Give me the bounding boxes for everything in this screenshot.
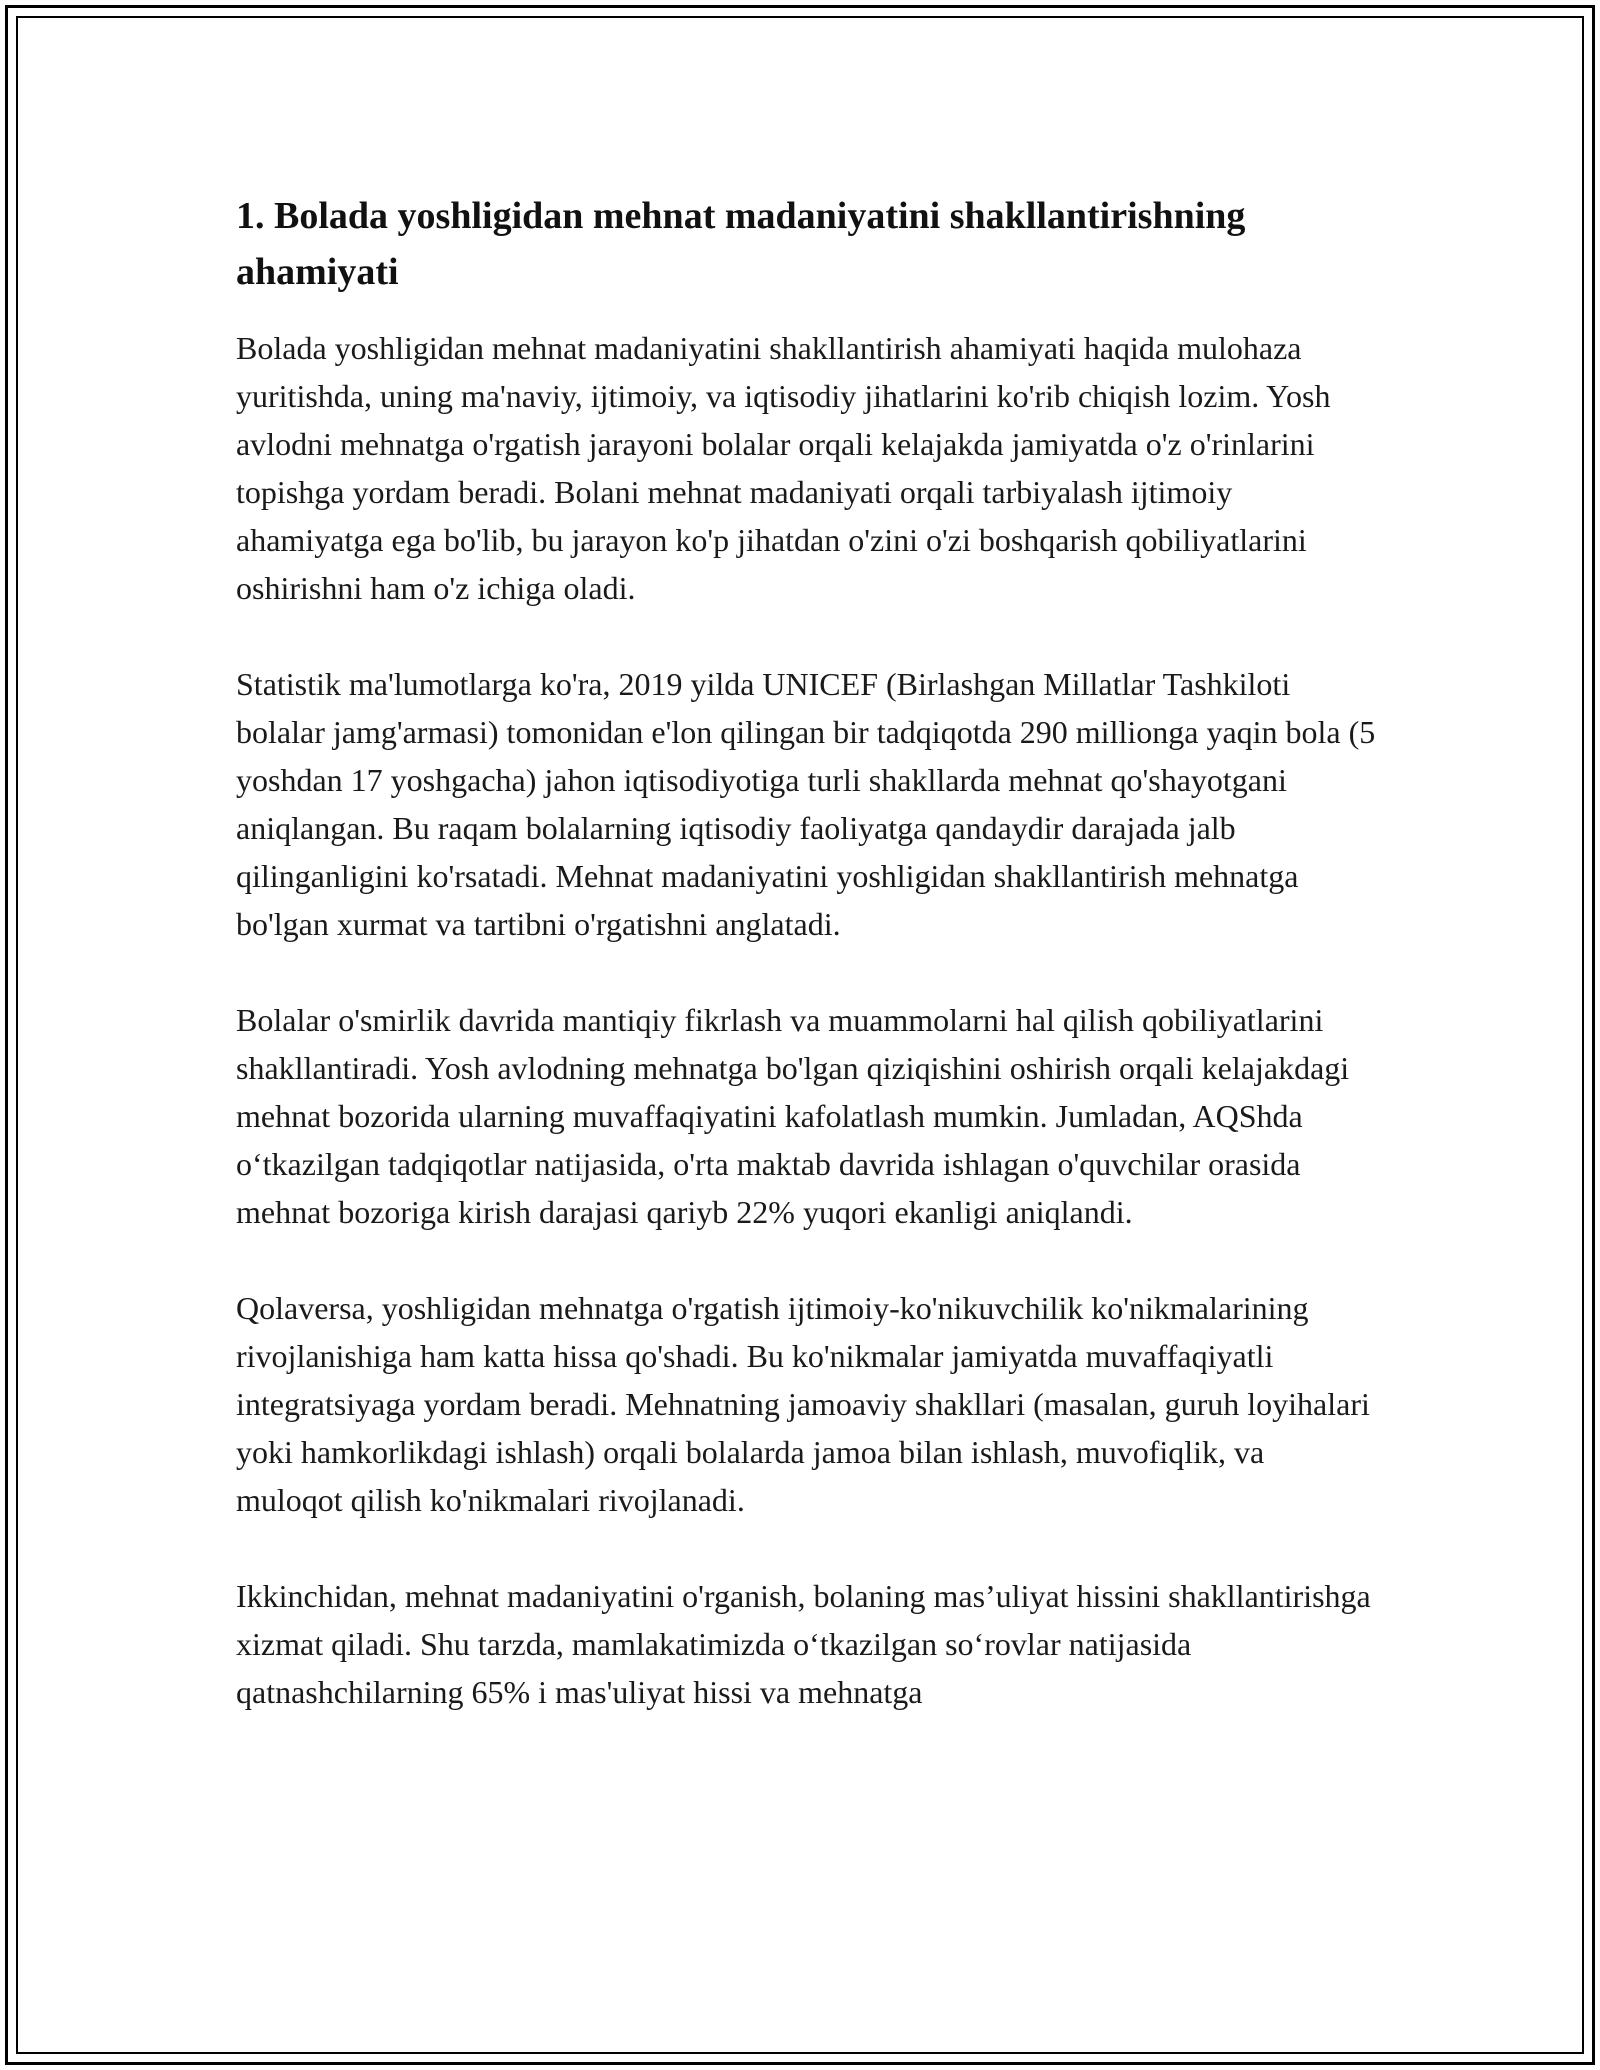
document-body (236, 188, 1376, 1764)
paragraph-3: Bolalar o'smirlik davrida mantiqiy fikrlash va muammolarni hal qilish qobiliyatlarini shakllantiradi. Yosh avlodning mehnatga bo'lgan qiziqishini oshirish orqali kelajakdagi mehnat bozorida ularning muvaffaqiyatini kafolatlash mumkin. Jumladan, AQShda o‘tkazilgan tadqiqotlar natijasida, o'rta maktab davrida ishlagan o'quvchilar orasida mehnat bozoriga kirish darajasi qariyb 22% yuqori ekanligi aniqlandi. (236, 1002, 1350, 1230)
section-heading: 1. Bolada yoshligidan mehnat madaniyatini shakllantirishning ahamiyati (236, 195, 1246, 293)
paragraph-4: Qolaversa, yoshligidan mehnatga o'rgatish ijtimoiy-ko'nikuvchilik ko'nikmalarining rivojlanishiga ham katta hissa qo'shadi. Bu ko'nikmalar jamiyatda muvaffaqiyatli integratsiyaga yordam beradi. Mehnatning jamoaviy shakllari (masalan, guruh loyihalari yoki hamkorlikdagi ishlash) orqali bolalarda jamoa bilan ishlash, muvofiqlik, va muloqot qilish ko'nikmalari rivojlanadi. (236, 1290, 1370, 1518)
paragraph-1: Bolada yoshligidan mehnat madaniyatini shakllantirish ahamiyati haqida mulohaza yuritishda, uning ma'naviy, ijtimoiy, va iqtisodiy jihatlarini ko'rib chiqish lozim. Yosh avlodni mehnatga o'rgatish jarayoni bolalar orqali kelajakda jamiyatda o'z o'rinlarini topishga yordam beradi. Bolani mehnat madaniyati orqali tarbiyalash ijtimoiy ahamiyatga ega bo'lib, bu jarayon ko'p jihatdan o'zini o'zi boshqarish qobiliyatlarini oshirishni ham o'z ichiga oladi. (236, 330, 1331, 606)
paragraph-5: Ikkinchidan, mehnat madaniyatini o'rganish, bolaning mas’uliyat hissini shakllantirishga xizmat qiladi. Shu tarzda, mamlakatimizda o‘tkazilgan so‘rovlar natijasida qatnashchilarning 65% i mas'uliyat hissi va mehnatga (236, 1578, 1371, 1710)
paragraph-2: Statistik ma'lumotlarga ko'ra, 2019 yilda UNICEF (Birlashgan Millatlar Tashkiloti bolalar jamg'armasi) tomonidan e'lon qilingan bir tadqiqotda 290 millionga yaqin bola (5 yoshdan 17 yoshgacha) jahon iqtisodiyotiga turli shakllarda mehnat qo'shayotgani aniqlangan. Bu raqam bolalarning iqtisodiy faoliyatga qandaydir darajada jalb qilinganligini ko'rsatadi. Mehnat madaniyatini yoshligidan shakllantirish mehnatga bo'lgan xurmat va tartibni o'rgatishni anglatadi. (236, 666, 1376, 942)
